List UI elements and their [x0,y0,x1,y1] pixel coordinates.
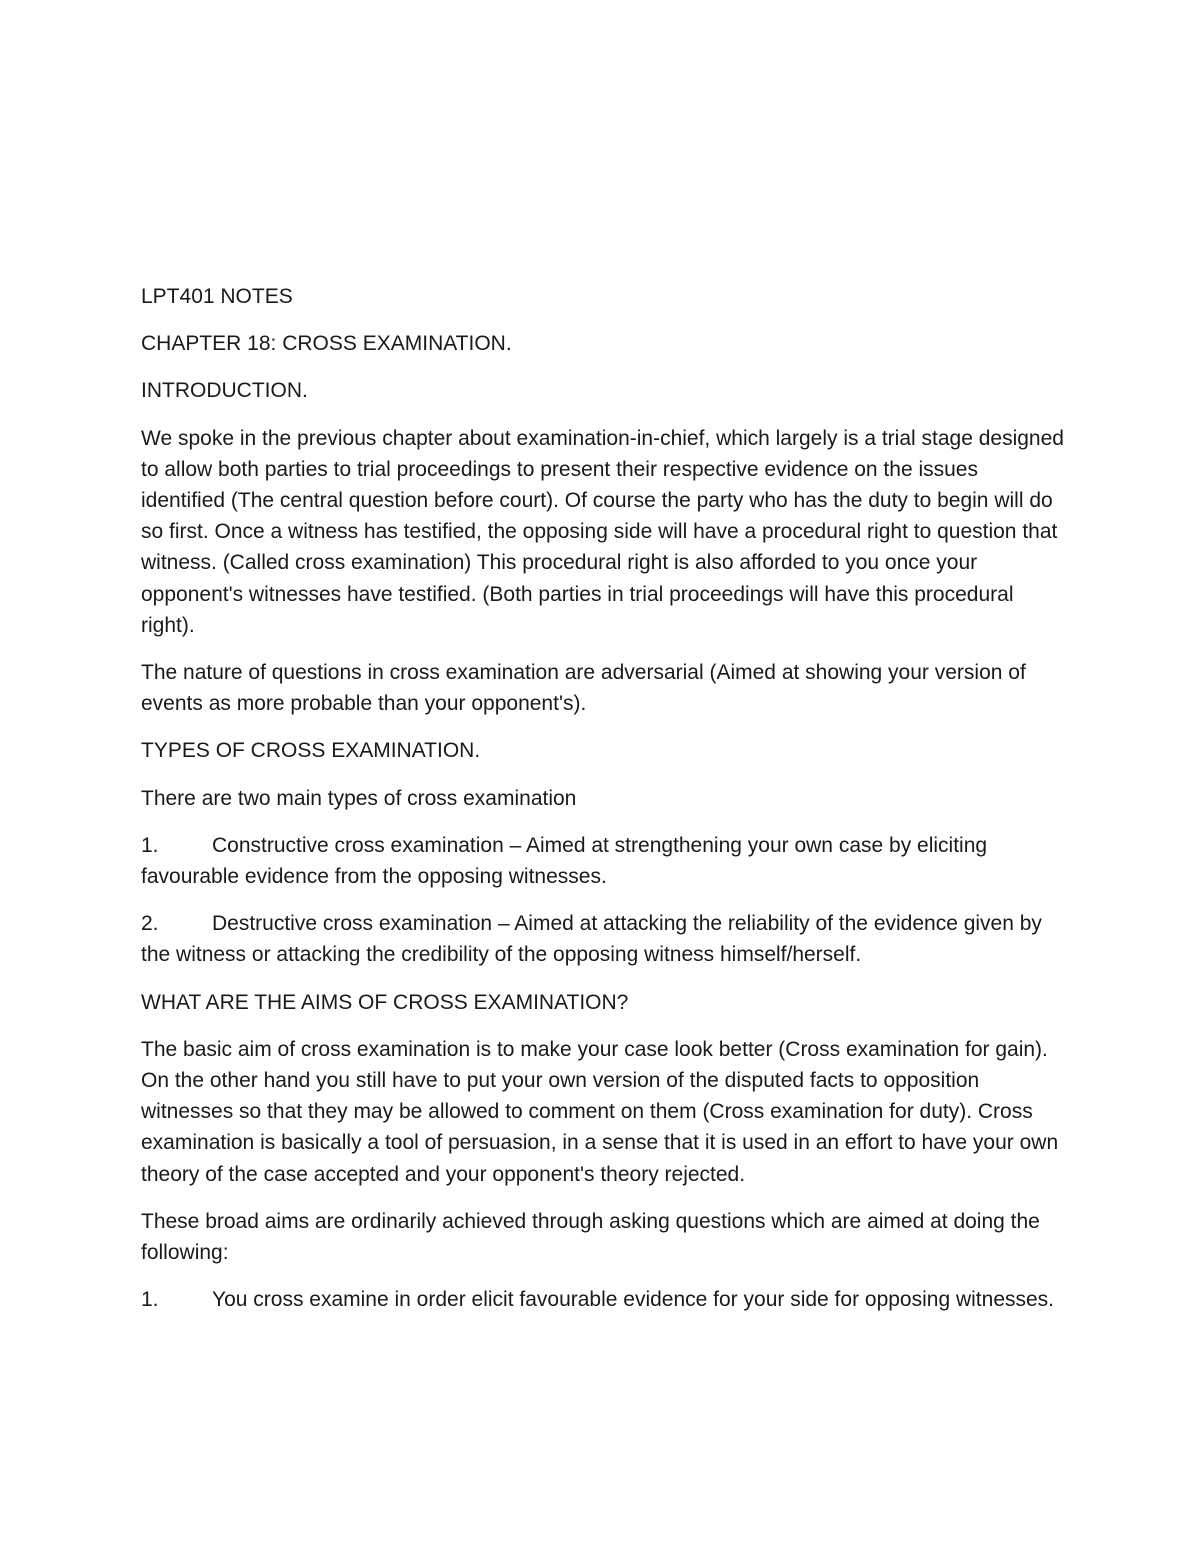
list-text: Constructive cross examination – Aimed at strengthening your own case by eliciting favourable evidence from the opposing witnesses. [141,833,988,889]
chapter-heading: CHAPTER 18: CROSS EXAMINATION. [141,332,512,356]
list-item [141,830,1066,892]
list-number: 2. [141,912,159,936]
list-text: You cross examine in order elicit favourable evidence for your side for opposing witnesses. [212,1288,1055,1312]
list-item [141,908,1066,970]
list-number: 1. [141,833,159,857]
paragraph: There are two main types of cross examination [141,786,577,810]
document-body [141,281,1066,1331]
paragraph: The nature of questions in cross examination are adversarial (Aimed at showing your version of events as more probable than your opponent's). [141,661,1026,716]
section-heading-types: TYPES OF CROSS EXAMINATION. [141,739,481,763]
paragraph: We spoke in the previous chapter about examination-in-chief, which largely is a trial stage designed to allow both parties to trial proceedings to present their respective evidence on the issues identified (The central question before court). Of course the party who has the duty to begin will do so first. Once a witness has testified, the opposing side will have a procedural right to question that witness. (Called cross examination) This procedural right is also afforded to you once your opponent's witnesses have testified. (Both parties in trial proceedings will have this procedural right). [141,426,1064,637]
list-text: Destructive cross examination – Aimed at attacking the reliability of the evidence given by the witness or attacking the credibility of the opposing witness himself/herself. [141,912,1042,967]
document-title: LPT401 NOTES [141,285,293,308]
section-heading-introduction: INTRODUCTION. [141,379,308,403]
section-heading-aims: WHAT ARE THE AIMS OF CROSS EXAMINATION? [141,990,629,1014]
list-number: 1. [141,1288,159,1312]
list-item [141,1284,1066,1315]
paragraph: The basic aim of cross examination is to make your case look better (Cross examination for gain). On the other hand you still have to put your own version of the disputed facts to opposition witnesses so that they may be allowed to comment on them (Cross examination for duty). Cross examination is basically a tool of persuasion, in a sense that it is used in an effort to have your own theory of the case accepted and your opponent's theory rejected. [141,1037,1059,1186]
paragraph: These broad aims are ordinarily achieved through asking questions which are aimed at doing the following: [141,1209,1040,1265]
